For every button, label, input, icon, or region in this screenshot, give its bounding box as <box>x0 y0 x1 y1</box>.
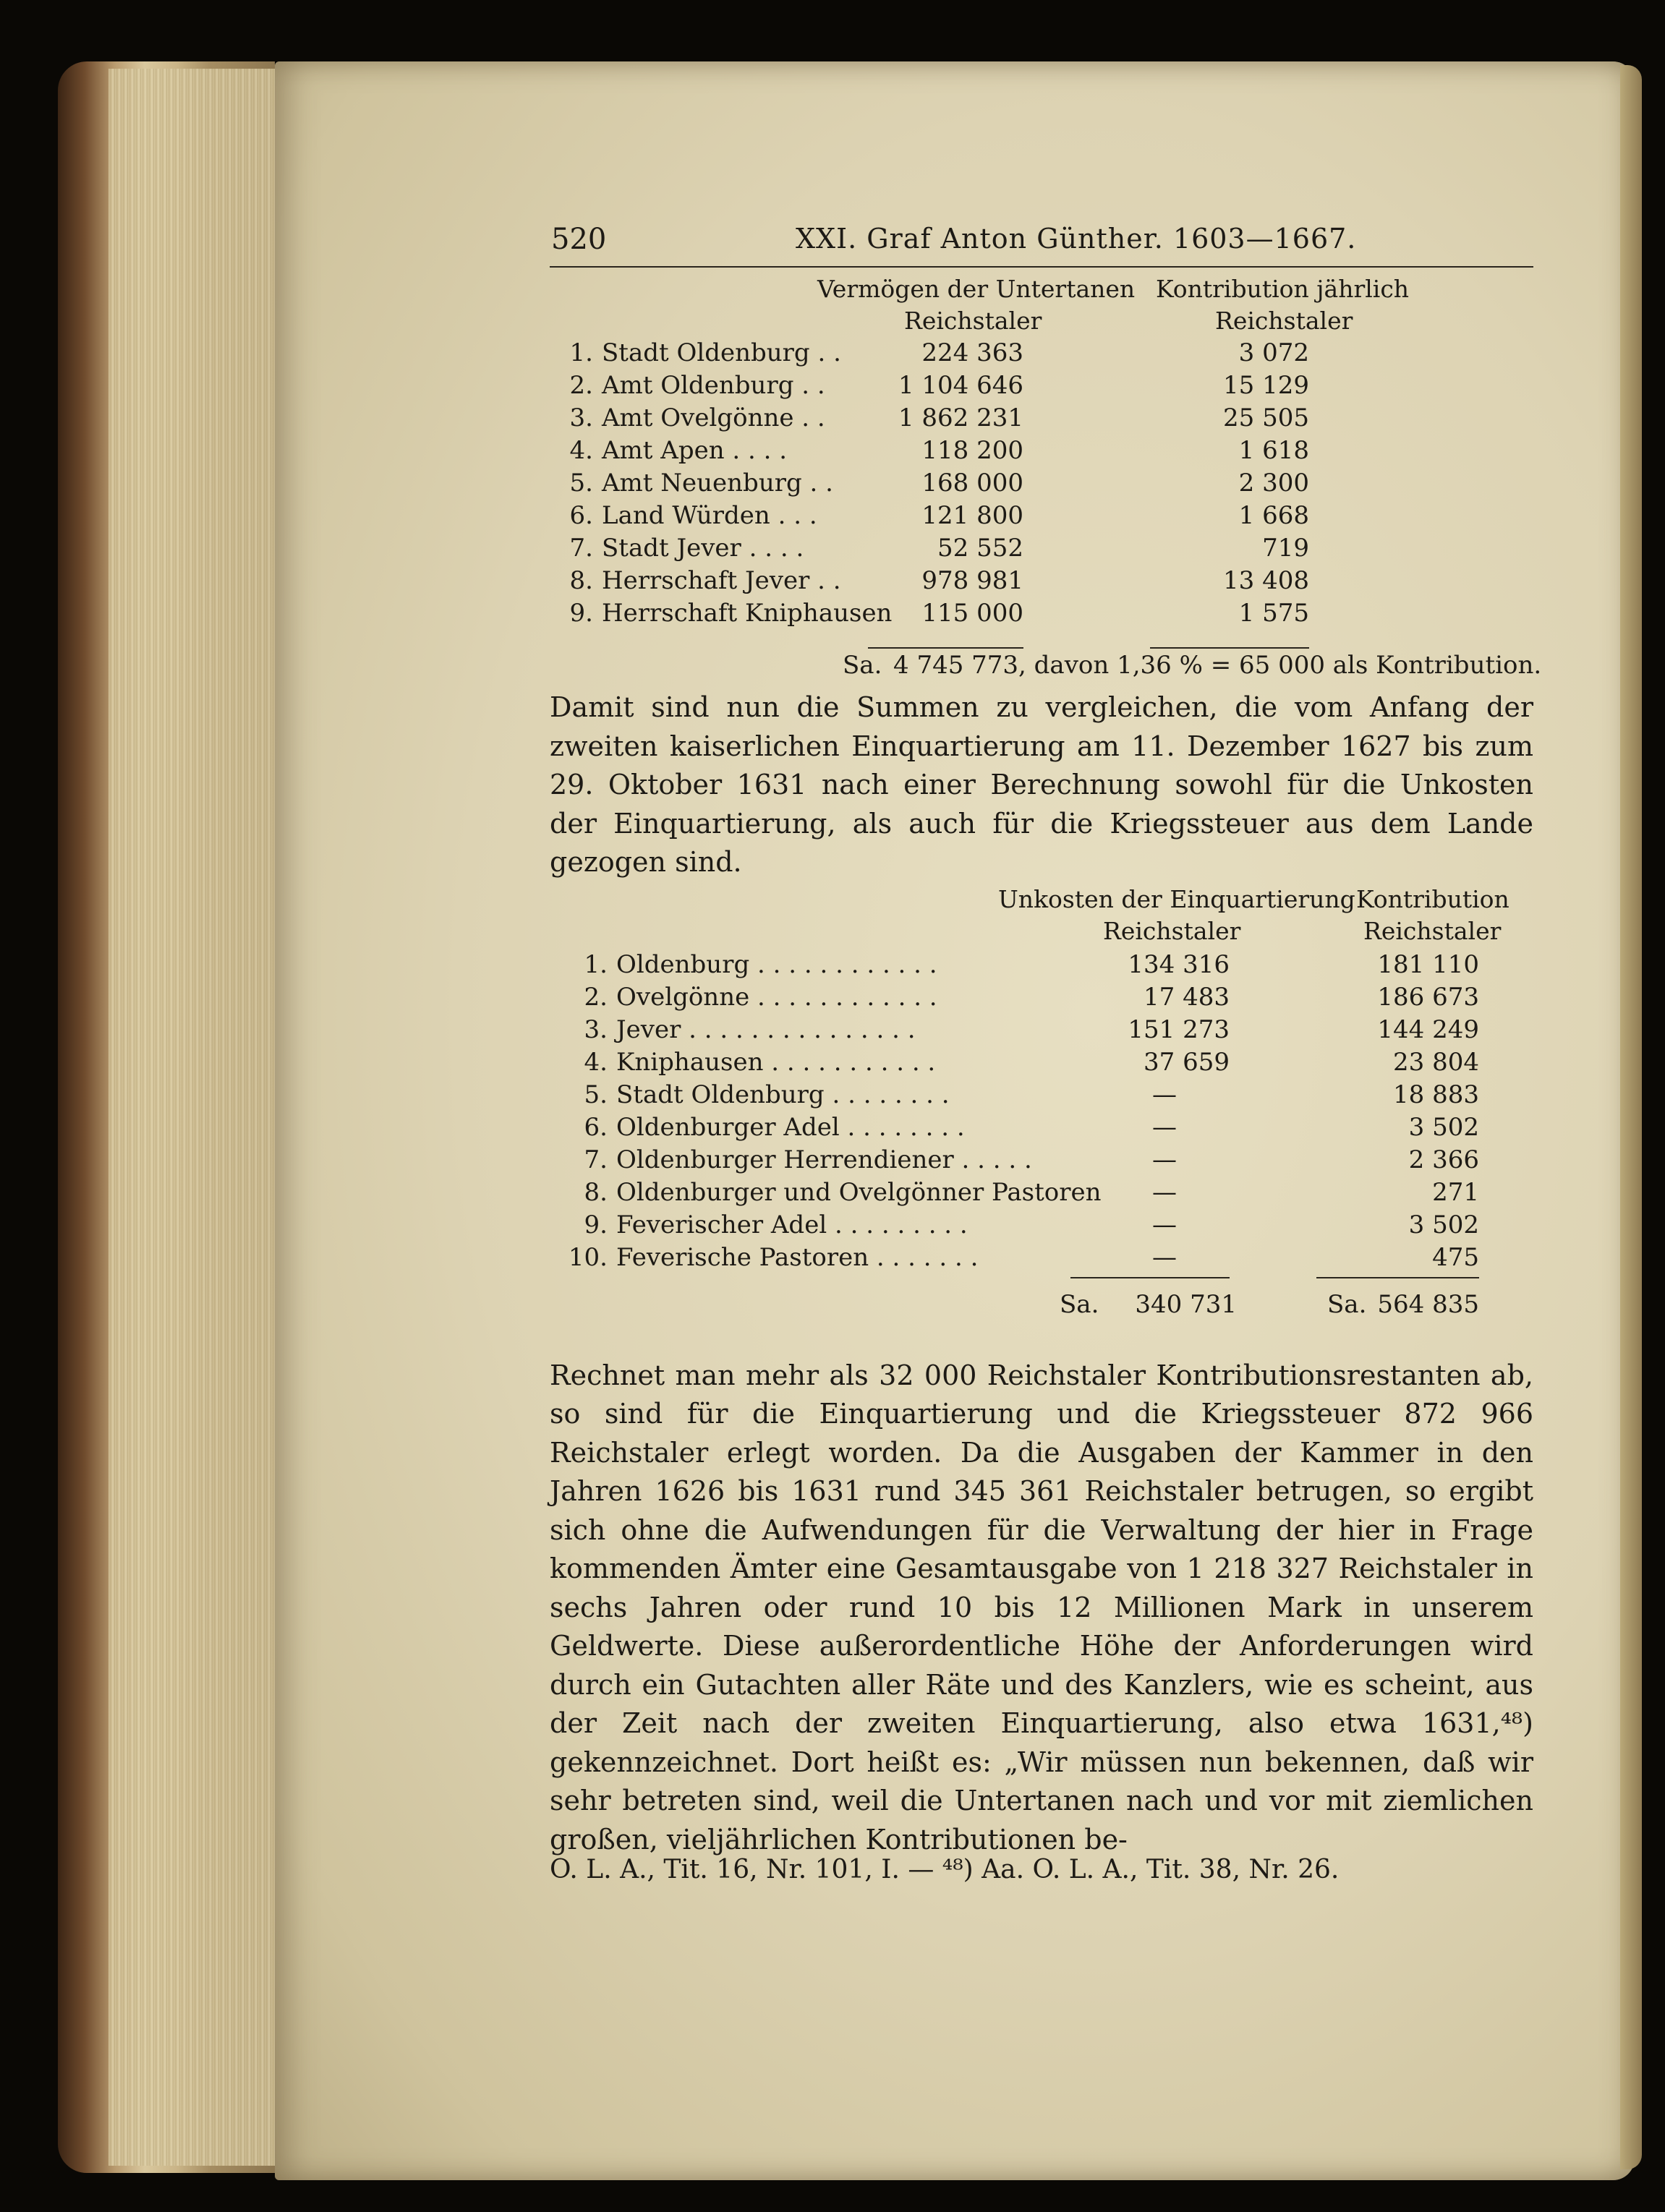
table1-kontribution: 719 <box>1262 534 1309 563</box>
table1-name: Stadt Jever . . . . <box>602 534 804 563</box>
table1-vermoegen: 168 000 <box>921 469 1023 498</box>
table-costs <box>550 885 1533 1348</box>
t2-col2-header: Kontribution <box>1356 884 1509 913</box>
paragraph-1: Damit sind nun die Summen zu vergleichen, die vom Anfang der zweiten kaiserlichen Einquartierung am 11. Dezember 1627 bis zum 29. Oktober 1631 nach einer Berechnung sowohl für die Unkosten der Einquartierung, als auch für die Kriegssteuer aus dem Lande gezogen sind. <box>550 691 1533 878</box>
table1-kontribution: 13 408 <box>1223 566 1309 595</box>
t1-col2-header: Kontribution jährlich <box>1156 275 1410 303</box>
t2-col1-unit: Reichstaler <box>1103 916 1241 945</box>
table1-vermoegen: 115 000 <box>921 599 1023 628</box>
table2-name: Stadt Oldenburg . . . . . . . . <box>616 1080 950 1109</box>
t1-sum-label: Sa. <box>843 651 882 680</box>
table2-kontribution: 2 366 <box>1408 1145 1479 1174</box>
table1-name: Herrschaft Jever . . <box>602 566 841 595</box>
facing-page-edge <box>1620 65 1642 2169</box>
t1-sum-rule-2 <box>1150 647 1309 649</box>
table2-no: 8. <box>584 1177 608 1207</box>
table2-kontribution: 186 673 <box>1377 982 1479 1012</box>
table1-no: 4. <box>569 436 593 465</box>
table2-kontribution: 3 502 <box>1408 1210 1479 1239</box>
footnote: O. L. A., Tit. 16, Nr. 101, I. — ⁴⁸) Aa. O. L. A., Tit. 38, Nr. 26. <box>550 1855 1340 1884</box>
page-number: 520 <box>551 223 607 256</box>
table2-name: Ovelgönne . . . . . . . . . . . . <box>616 982 937 1012</box>
running-head <box>550 210 1533 268</box>
table2-no: 4. <box>584 1047 608 1077</box>
table1-name: Amt Ovelgönne . . <box>602 403 825 432</box>
table1-kontribution: 2 300 <box>1238 469 1309 498</box>
table1-no: 1. <box>569 338 593 367</box>
table2-unkosten: 17 483 <box>1144 982 1230 1012</box>
table-assets <box>550 268 1542 680</box>
table1-name: Amt Neuenburg . . <box>602 469 833 498</box>
table2-kontribution: 23 804 <box>1393 1047 1479 1077</box>
table2-no: 3. <box>584 1015 608 1044</box>
table2-unkosten: — <box>1152 1112 1177 1142</box>
table1-vermoegen: 224 363 <box>921 338 1023 367</box>
table2-no: 9. <box>584 1210 608 1239</box>
table1-no: 8. <box>569 566 593 595</box>
table1-kontribution: 1 575 <box>1238 599 1309 628</box>
table1-name: Amt Apen . . . . <box>602 436 788 465</box>
table1-kontribution: 25 505 <box>1223 403 1309 432</box>
table2-unkosten: — <box>1152 1177 1177 1207</box>
t1-sum-text: 4 745 773, davon 1,36 % = 65 000 als Kontribution. <box>893 651 1542 680</box>
table1-vermoegen: 1 104 646 <box>898 371 1023 400</box>
table2-no: 2. <box>584 982 608 1012</box>
table2-no: 10. <box>568 1242 608 1272</box>
table1-no: 6. <box>569 501 593 530</box>
table2-name: Kniphausen . . . . . . . . . . . <box>616 1047 936 1077</box>
table1-no: 2. <box>569 371 593 400</box>
table2-no: 5. <box>584 1080 608 1109</box>
table2-no: 6. <box>584 1112 608 1142</box>
table1-vermoegen: 1 862 231 <box>898 403 1023 432</box>
table1-vermoegen: 118 200 <box>921 436 1023 465</box>
table2-no: 7. <box>584 1145 608 1174</box>
t2-sum-rule <box>1070 1277 1230 1278</box>
t2-sum-rule-2 <box>1316 1277 1479 1278</box>
table2-unkosten: 151 273 <box>1128 1015 1230 1044</box>
t2-sum2-value: 564 835 <box>1377 1289 1479 1319</box>
table2-kontribution: 3 502 <box>1408 1112 1479 1142</box>
table2-name: Feverische Pastoren . . . . . . . <box>616 1242 979 1272</box>
table2-unkosten: — <box>1152 1242 1177 1272</box>
table2-unkosten: — <box>1152 1210 1177 1239</box>
t2-sum2-label: Sa. <box>1327 1289 1367 1319</box>
table1-no: 7. <box>569 534 593 563</box>
table2-kontribution: 271 <box>1432 1177 1479 1207</box>
table1-name: Stadt Oldenburg . . <box>602 338 841 367</box>
table2-kontribution: 475 <box>1432 1242 1479 1272</box>
table1-vermoegen: 121 800 <box>921 501 1023 530</box>
t1-col2-unit: Reichstaler <box>1215 307 1353 335</box>
table2-unkosten: — <box>1152 1145 1177 1174</box>
t1-col1-header: Vermögen der Untertanen <box>817 275 1136 303</box>
table1-kontribution: 15 129 <box>1223 371 1309 400</box>
t1-sum-rule <box>868 647 1023 649</box>
table1-kontribution: 3 072 <box>1238 338 1309 367</box>
table1-kontribution: 1 668 <box>1238 501 1309 530</box>
table1-name: Amt Oldenburg . . <box>602 371 825 400</box>
table2-unkosten: — <box>1152 1080 1177 1109</box>
t2-sum1-label: Sa. <box>1060 1289 1099 1319</box>
table1-no: 3. <box>569 403 593 432</box>
table2-name: Oldenburger und Ovelgönner Pastoren <box>616 1177 1102 1207</box>
text-block <box>550 210 1542 1859</box>
table1-kontribution: 1 618 <box>1238 436 1309 465</box>
table2-kontribution: 181 110 <box>1377 949 1479 979</box>
table1-vermoegen: 978 981 <box>921 566 1023 595</box>
table2-unkosten: 134 316 <box>1128 949 1230 979</box>
table2-name: Oldenburg . . . . . . . . . . . . <box>616 949 937 979</box>
t2-col1-header: Unkosten der Einquartierung <box>998 884 1355 913</box>
table1-vermoegen: 52 552 <box>937 534 1023 563</box>
table2-name: Jever . . . . . . . . . . . . . . . <box>616 1015 916 1044</box>
table2-no: 1. <box>584 949 608 979</box>
table1-name: Land Würden . . . <box>602 501 817 530</box>
table2-name: Feverischer Adel . . . . . . . . . <box>616 1210 968 1239</box>
table1-no: 5. <box>569 469 593 498</box>
t1-col1-unit: Reichstaler <box>904 307 1042 335</box>
t2-col2-unit: Reichstaler <box>1363 916 1502 945</box>
table2-unkosten: 37 659 <box>1144 1047 1230 1077</box>
table1-no: 9. <box>569 599 593 628</box>
t2-sum1-value: 340 731 <box>1135 1289 1237 1319</box>
running-title: XXI. Graf Anton Günther. 1603—1667. <box>796 223 1357 255</box>
table2-kontribution: 144 249 <box>1377 1015 1479 1044</box>
table2-name: Oldenburger Adel . . . . . . . . <box>616 1112 965 1142</box>
table2-name: Oldenburger Herrendiener . . . . . <box>616 1145 1032 1174</box>
table1-name: Herrschaft Kniphausen <box>602 599 893 628</box>
table2-kontribution: 18 883 <box>1393 1080 1479 1109</box>
paragraph-2: Rechnet man mehr als 32 000 Reichstaler Kontributionsrestanten ab, so sind für die Einquartierung und die Kriegssteuer 872 966 Reichstaler erlegt worden. Da die Ausgaben der Kammer in den Jahren 1626 bis 1631 rund 345 361 Reichstaler betrugen, so ergibt sich ohne die Aufwendungen für die Verwaltung der hier in Frage kommenden Ämter eine Gesamtausgabe von 1 218 327 Reichstaler in sechs Jahren oder rund 10 bis 12 Millionen Mark in unserem Geldwerte. Diese außerordentliche Höhe der Anforderungen wird durch ein Gutachten aller Räte und des Kanzlers, wie es scheint, aus der Zeit nach der zweiten Einquartierung, also etwa 1631,⁴⁸) gekennzeichnet. Dort heißt es: „Wir müssen nun bekennen, daß wir sehr betreten sind, weil die Untertanen nach und vor mit ziemlichen großen, vieljährlichen Kontributionen be- <box>550 1359 1533 1856</box>
